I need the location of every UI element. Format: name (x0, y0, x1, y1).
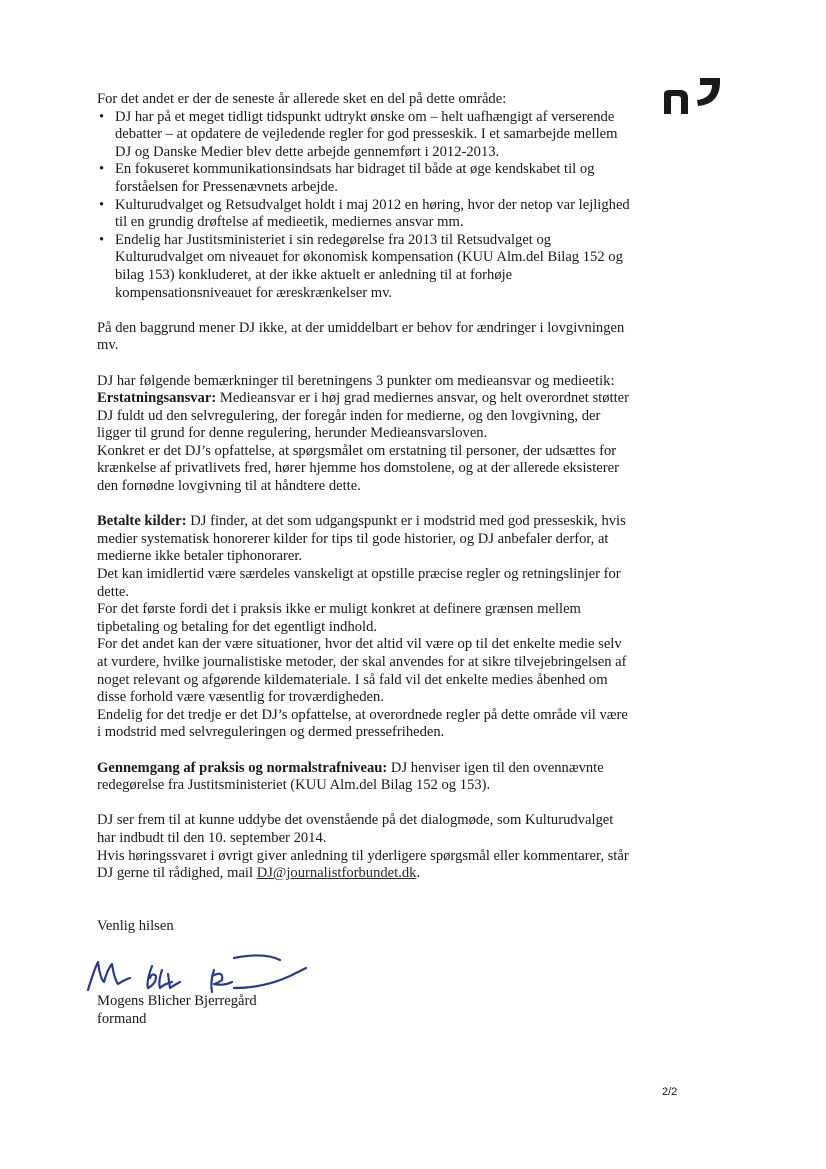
betalte-section (97, 513, 632, 566)
contact-period: . (416, 865, 421, 882)
erstatning-heading: Erstatningsansvar: (97, 390, 217, 407)
closing-paragraph: DJ ser frem til at kunne uddybe det ovenstående på det dialogmøde, som Kulturudvalget har indbudt til den 10. september 2014. (97, 812, 614, 846)
erstatning-text-2: Konkret er det DJ’s opfattelse, at spørgsmålet om erstatning til personer, der udsættes for krænkelse af privatlivets fred, hører hjemme hos domstolene, og at der allerede eksisterer den fornødne lovgivning til at håndtere dette. (97, 442, 619, 495)
list-item: • DJ har på et meget tidligt tidspunkt udtrykt ønske om – helt uafhængigt af verserende debatter – at opdatere de vejledende regler for god presseskik. I et samarbejde mellem DJ og Danske Medier blev dette arbejde gennemført i 2012-2013. (97, 109, 632, 162)
betalte-text: DJ finder, at det som udgangspunkt er i modstrid med god presseskik, hvis medier systematisk honorerer kilder for tips til gode historier, og DJ anbefaler derfor, at medierne ikke betaler tiphonorarer. (97, 513, 626, 565)
bullet-list (97, 109, 632, 303)
signer-name: Mogens Blicher Bjerregård (97, 993, 257, 1009)
erstatning-section (97, 390, 632, 443)
letter-body (97, 91, 632, 936)
regards-text: Venlig hilsen (97, 917, 174, 934)
betalte-heading: Betalte kilder: (97, 513, 187, 530)
intro-paragraph: For det andet er der de seneste år allerede sket en del på dette område: (97, 91, 507, 107)
bemaerkninger-paragraph: DJ har følgende bemærkninger til beretningens 3 punkter om medieansvar og medieetik: (97, 372, 615, 389)
gennemgang-section (97, 760, 632, 795)
betalte-text-2: Det kan imidlertid være særdeles vanskeligt at opstille præcise regler og retningslinjer for dette. (97, 566, 621, 600)
dj-logo-icon (662, 76, 722, 116)
gennemgang-text: DJ henviser igen til den ovennævnte redegørelse fra Justitsministeriet (KUU Alm.del Bilag 152 og 153). (97, 759, 604, 794)
gennemgang-heading: Gennemgang af praksis og normalstrafniveau: (97, 759, 388, 776)
email-link[interactable]: DJ@journalistforbundet.dk (256, 865, 417, 882)
list-item: • En fokuseret kommunikationsindsats har bidraget til både at øge kendskabet til og forståelsen for Pressenævnets arbejde. (97, 161, 632, 196)
list-item: • Kulturudvalget og Retsudvalget holdt i maj 2012 en høring, hvor der netop var lejlighed til en grundig drøftelse af medieetik, mediernes ansvar mm. (97, 197, 632, 232)
list-item: • Endelig har Justitsministeriet i sin redegørelse fra 2013 til Retsudvalget og Kulturudvalget om niveauet for økonomisk kompensation (KUU Alm.del Bilag 152 og bilag 153) konkluderet, at der ikke aktuelt er anledning til at forhøje kompensationsniveauet for æreskrænkelser mv. (97, 232, 632, 302)
betalte-text-3: For det første fordi det i praksis ikke er muligt konkret at definere grænsen mellem tipbetaling og betaling for det egentligt indhold. (97, 601, 581, 635)
contact-text: Hvis høringssvaret i øvrigt giver anledning til yderligere spørgsmål eller kommentarer, står DJ gerne til rådighed, mail (97, 847, 629, 882)
signer-title: formand (97, 1010, 147, 1027)
page-number: 2/2 (662, 1086, 678, 1098)
baggrund-paragraph: På den baggrund mener DJ ikke, at der umiddelbart er behov for ændringer i lovgivningen mv. (97, 319, 625, 354)
contact-paragraph (97, 848, 632, 883)
betalte-text-5: Endelig for det tredje er det DJ’s opfattelse, at overordnede regler på dette område vil være i modstrid med selvreguleringen og dermed pressefriheden. (97, 706, 628, 741)
betalte-text-4: For det andet kan der være situationer, hvor det altid vil være op til det enkelte medie selv at vurdere, hvilke journalistiske metoder, der skal anvendes for at sikre tilvejebringelsen af noget relevant og afgørende kildemateriale. I så fald vil det enkelte medies åbenhed om disse forhold være væsentlig for troværdigheden. (97, 636, 627, 706)
signer-block (97, 993, 257, 1028)
erstatning-text: Medieansvar er i høj grad mediernes ansvar, og helt overordnet støtter DJ fuldt ud den selvregulering, der foregår inden for medierne, og den lovgivning, der ligger til grund for denne regulering, herunder Medieansvarsloven. (97, 390, 629, 442)
